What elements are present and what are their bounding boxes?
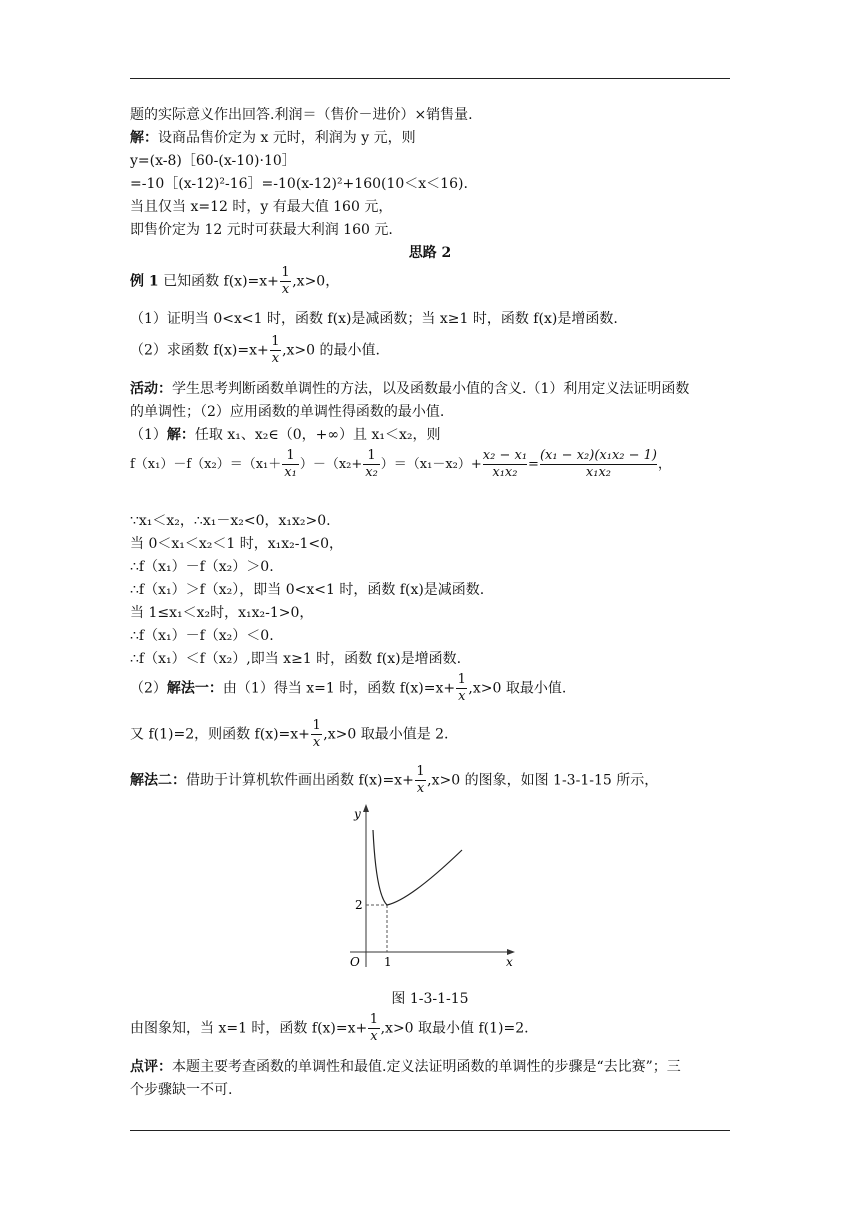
fraction-numerator: x₂ − x₁ — [482, 448, 528, 463]
solution-text: 任取 x₁、x₂∈（0，+∞）且 x₁＜x₂，则 — [194, 427, 441, 443]
fraction-1-over-x — [456, 672, 467, 705]
equation-part: ）＝（x₁－x₂）+ — [380, 457, 482, 472]
text-line: ∵x₁＜x₂，∴x₁－x₂<0，x₁x₂>0. — [130, 513, 331, 529]
fraction-numerator: 1 — [286, 448, 295, 463]
equation-part: ， — [657, 457, 671, 472]
fraction-denominator: x₁x₂ — [483, 464, 527, 481]
method-two-label: 解法二： — [130, 772, 186, 789]
fraction-denominator: x — [416, 781, 425, 796]
section-heading: 思路 2 — [408, 245, 452, 261]
method-text: 由（1）得当 x=1 时，函数 f(x)=x+ — [222, 680, 456, 697]
text-line: 当且仅当 x=12 时，y 有最大值 160 元， — [130, 199, 393, 215]
function-graph — [330, 800, 530, 975]
method-text: 借助于计算机软件画出函数 f(x)=x+ — [186, 772, 414, 789]
text-line: 当 1≤x₁＜x₂时，x₁x₂-1>0， — [130, 605, 314, 621]
text-line: 即售价定为 12 元时可获最大利润 160 元. — [130, 222, 393, 238]
text-line: ∴f（x₁）＜f（x₂）,即当 x≥1 时，函数 f(x)是增函数. — [130, 651, 462, 667]
question-text: （2）求函数 f(x)=x+ — [130, 342, 269, 359]
text-line: （1）证明当 0<x<1 时，函数 f(x)是减函数；当 x≥1 时，函数 f(x)是增函数. — [130, 311, 618, 327]
example-line — [130, 265, 339, 298]
solution-line — [130, 129, 416, 147]
example-text: ,x>0， — [292, 273, 340, 290]
text-line: 的单调性；（2）应用函数的单调性得函数的最小值. — [130, 404, 445, 420]
curve-x-plus-1-over-x — [373, 830, 462, 905]
remark-text: 本题主要考查函数的单调性和最值.定义法证明函数的单调性的步骤是“去比赛”；三 — [172, 1059, 681, 1075]
fraction-1-over-x — [368, 1012, 379, 1045]
solution-text: 设商品售价定为 x 元时，利润为 y 元，则 — [158, 130, 416, 146]
fraction-numerator: 1 — [271, 334, 280, 349]
method-one-label: 解法一： — [166, 680, 223, 697]
remark-label: 点评： — [130, 1059, 172, 1075]
bottom-rule — [130, 1130, 730, 1131]
fraction-1-over-x — [270, 334, 281, 367]
figure-caption: 图 1-3-1-15 — [391, 991, 469, 1007]
fraction-numerator: 1 — [457, 672, 466, 687]
y-tick-label: 2 — [355, 898, 363, 912]
conclusion-text: ,x>0 取最小值 f(1)=2. — [380, 1020, 529, 1037]
remark-line — [130, 1058, 681, 1076]
equation-part: = — [528, 457, 539, 472]
activity-line — [130, 380, 689, 398]
fraction-denominator: x — [458, 689, 466, 704]
method-one-result — [130, 718, 449, 751]
method-text: ,x>0 的图象，如图 1-3-1-15 所示， — [427, 772, 659, 789]
text-line: ∴f（x₁）＞f（x₂），即当 0<x<1 时，函数 f(x)是减函数. — [130, 582, 485, 598]
fraction-1-over-x — [311, 718, 322, 751]
x-axis-label: x — [506, 955, 513, 969]
fraction-numerator: 1 — [281, 265, 290, 280]
difference-equation — [130, 448, 671, 481]
fraction-denominator: x₁x₂ — [540, 464, 657, 481]
fraction-numerator: 1 — [369, 1012, 379, 1027]
text-line: 当 0＜x₁＜x₂＜1 时，x₁x₂-1<0， — [130, 536, 344, 552]
fraction-numerator: (x₁ − x₂)(x₁x₂ − 1) — [539, 448, 657, 463]
fraction-1-over-x2 — [363, 448, 380, 481]
conclusion-line — [130, 1012, 529, 1045]
fraction-factored — [540, 448, 657, 481]
solution-label: 解： — [166, 427, 195, 443]
question-line — [130, 334, 380, 367]
fraction-1-over-x — [415, 764, 426, 797]
fraction-denominator: x — [281, 282, 290, 297]
equation-part: f（x₁）－f（x₂）＝（x₁＋ — [130, 457, 282, 472]
method-two-line — [130, 764, 658, 797]
text-line: 个步骤缺一不可. — [130, 1082, 233, 1098]
text-line: ∴f（x₁）－f（x₂）＞0. — [130, 559, 274, 575]
equation-line: y=(x-8)［60-(x-10)·10］ — [130, 153, 296, 169]
fraction-denominator: x — [370, 1029, 378, 1044]
fraction-numerator: 1 — [416, 764, 425, 779]
text-line: 题的实际意义作出回答.利润＝（售价－进价）×销售量. — [130, 107, 473, 123]
solution-line — [130, 426, 441, 444]
fraction-denominator: x₂ — [365, 465, 378, 480]
equation-part: ）－（x₂+ — [299, 457, 363, 472]
text-line: ∴f（x₁）－f（x₂）＜0. — [130, 628, 274, 644]
method-one-line — [130, 672, 566, 705]
top-rule — [130, 78, 730, 79]
question-text: ,x>0 的最小值. — [282, 342, 380, 359]
example-text: 已知函数 f(x)=x+ — [163, 273, 279, 290]
x-tick-label: 1 — [384, 955, 392, 969]
y-axis-label: y — [354, 807, 361, 821]
method-text: ,x>0 取最小值. — [468, 680, 567, 697]
fraction-denominator: x — [271, 351, 280, 366]
activity-text: 学生思考判断函数单调性的方法，以及函数最小值的含义.（1）利用定义法证明函数 — [172, 381, 690, 397]
solution-label: 解： — [130, 130, 158, 146]
method-text: 又 f(1)=2，则函数 f(x)=x+ — [130, 726, 310, 743]
activity-label: 活动： — [130, 381, 172, 397]
fraction-1-over-x1 — [282, 448, 299, 481]
y-axis-arrow — [363, 804, 369, 812]
origin-label: O — [350, 955, 360, 969]
fraction-difference — [483, 448, 527, 481]
method-prefix: （2） — [130, 680, 167, 697]
example-label: 例 1 — [130, 273, 159, 290]
solution-prefix: （1） — [130, 427, 167, 443]
conclusion-text: 由图象知，当 x=1 时，函数 f(x)=x+ — [130, 1020, 368, 1037]
fraction-denominator: x₁ — [284, 465, 297, 480]
fraction-denominator: x — [312, 735, 321, 750]
method-text: ,x>0 取最小值是 2. — [323, 726, 449, 743]
fraction-1-over-x — [280, 265, 291, 298]
fraction-numerator: 1 — [312, 718, 321, 733]
equation-line: =-10［(x-12)²-16］=-10(x-12)²+160(10＜x＜16). — [130, 176, 468, 192]
fraction-numerator: 1 — [367, 448, 376, 463]
